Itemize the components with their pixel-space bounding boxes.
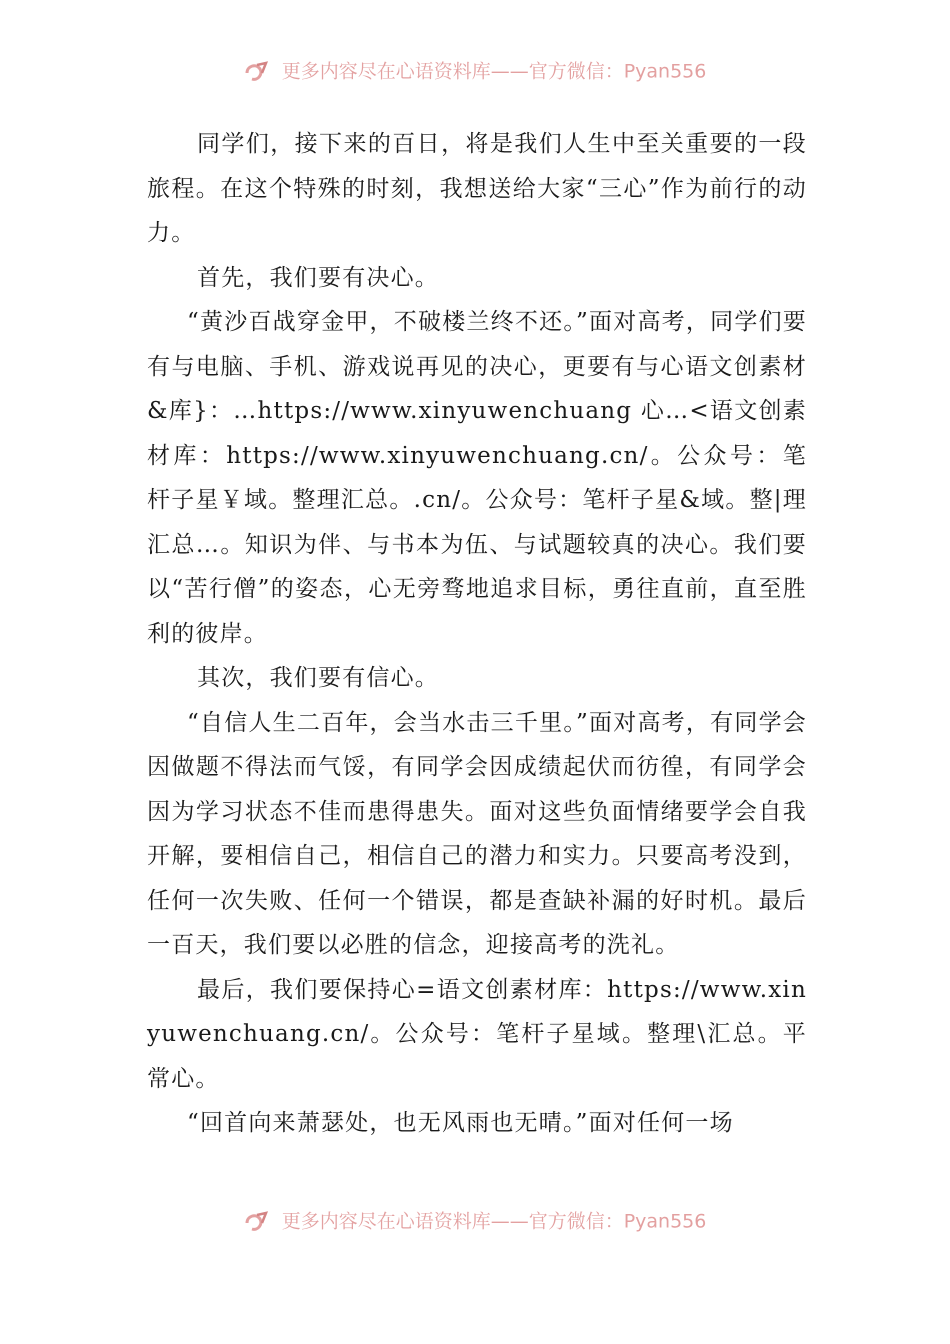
paragraph-heading-resolve: 首先，我们要有决心。 <box>197 264 439 291</box>
paragraph-calm: “回首向来萧瑟处，也无风雨也无晴。”面对任何一场 <box>187 1110 734 1136</box>
brand-logo-icon <box>244 61 270 83</box>
watermark-text: 更多内容尽在心语资料库——官方微信：Pyan556 <box>281 60 707 83</box>
footer-watermark <box>0 1206 950 1236</box>
paragraph-heading-calm: 最后，我们要保持心=语文创素材库：https://www.xinyuwenchuang.cn/。公众号：笔杆子星域。整理\汇总。平常心。 <box>147 976 807 1092</box>
paragraph-resolve: “黄沙百战穿金甲，不破楼兰终不还。”面对高考，同学们要有与电脑、手机、游戏说再见的决心，更要有与心语文创素材&库}：…https://www.xinyuwenchuang 心…<语文创素材库：https://www.xinyuwenchuang.cn/。公众号：笔杆子星￥域。整理汇总。.cn/。公众号：笔杆子星&域。整|理汇总…。知识为伴、与书本为伍、与试题较真的决心。我们要以“苦行僧”的姿态，心无旁骛地追求目标，勇往直前，直至胜利的彼岸。 <box>147 309 807 647</box>
paragraph-intro: 同学们，接下来的百日，将是我们人生中至关重要的一段旅程。在这个特殊的时刻，我想送给大家“三心”作为前行的动力。 <box>147 131 807 246</box>
paragraph-heading-confidence: 其次，我们要有信心。 <box>197 665 439 691</box>
header-watermark <box>0 56 950 86</box>
paragraph-confidence: “自信人生二百年，会当水击三千里。”面对高考，有同学会因做题不得法而气馁，有同学会因成绩起伏而彷徨，有同学会因为学习状态不佳而患得患失。面对这些负面情绪要学会自我开解，要相信自己，相信自己的潜力和实力。只要高考没到，任何一次失败、任何一个错误，都是查缺补漏的好时机。最后一百天，我们要以必胜的信念，迎接高考的洗礼。 <box>147 709 807 958</box>
document-body <box>147 122 807 1146</box>
brand-logo-icon <box>244 1211 270 1233</box>
watermark-text: 更多内容尽在心语资料库——官方微信：Pyan556 <box>281 1210 707 1233</box>
